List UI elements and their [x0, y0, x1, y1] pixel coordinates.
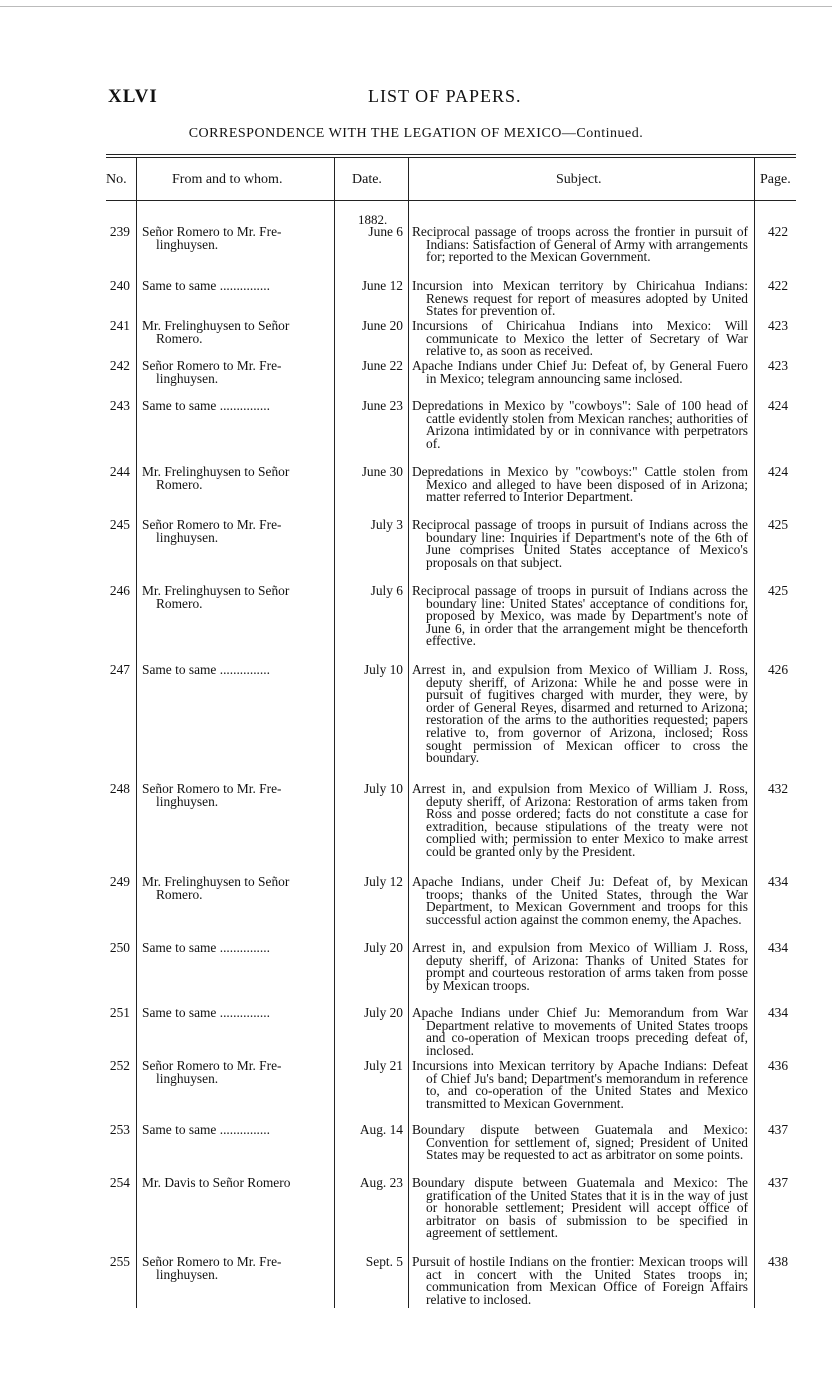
- entry-page: 436: [767, 1058, 789, 1073]
- correspondents-line-cont: linghuysen.: [156, 529, 219, 545]
- entry-subject: Incursions into Mexican territory by Apache Indians: Defeat of Chief Ju's band; Department's memorandum in reference to, and co-operation of the United States and Mexico transmitted to Mexican Government.: [412, 1058, 748, 1111]
- correspondents-line: Mr. Frelinghuysen to Señor: [142, 318, 290, 333]
- column-header-from: From and to whom.: [172, 172, 283, 187]
- entry-correspondents: [142, 519, 330, 544]
- correspondents-line-cont: linghuysen.: [156, 370, 219, 386]
- page-header: [108, 86, 798, 110]
- column-header-subject: Subject.: [556, 172, 602, 187]
- table-top-rule: [106, 154, 796, 155]
- entry-number: 248: [109, 781, 130, 796]
- entry-date: Sept. 5: [365, 1254, 403, 1269]
- correspondents-line: Mr. Davis to Señor Romero: [142, 1175, 291, 1190]
- entry-date: June 22: [361, 358, 403, 373]
- entry-correspondents: [142, 585, 330, 610]
- entry-subject: Incursions of Chiricahua Indians into Mexico: Will communicate to Mexico the letter of Secretary of War relative to, as soon as received.: [412, 318, 748, 359]
- correspondents-line: Mr. Frelinghuysen to Señor: [142, 464, 290, 479]
- correspondents-line: Same to same ...............: [142, 940, 270, 955]
- entry-page: 423: [767, 358, 789, 373]
- entry-number: 252: [109, 1058, 130, 1073]
- correspondents-line-cont: linghuysen.: [156, 236, 219, 252]
- column-header-date: Date.: [352, 172, 382, 187]
- correspondents-line: Señor Romero to Mr. Fre-: [142, 1058, 282, 1073]
- entry-correspondents: [142, 1256, 330, 1281]
- entry-date: July 3: [370, 517, 403, 532]
- entry-subject: Arrest in, and expulsion from Mexico of William J. Ross, deputy sheriff, of Arizona: Restoration of arms taken from Ross and posse ordered; facts do not constitute a case for extradition, because stipulations of the treaty were not complied with; permission to enter Mexico to make arrest could be granted only by the President.: [412, 781, 748, 859]
- column-header-no: No.: [106, 172, 127, 187]
- entry-number: 241: [109, 318, 130, 333]
- entry-number: 255: [109, 1254, 130, 1269]
- entry-page: 423: [767, 318, 789, 333]
- entry-date: July 21: [363, 1058, 403, 1073]
- column-header-page: Page.: [760, 172, 791, 187]
- column-divider: [334, 158, 335, 1308]
- entry-page: 425: [767, 583, 789, 598]
- entry-correspondents: [142, 360, 330, 385]
- correspondents-line: Mr. Frelinghuysen to Señor: [142, 583, 290, 598]
- section-title: CORRESPONDENCE WITH THE LEGATION OF MEXICO—Continued.: [188, 126, 644, 141]
- entry-number: 249: [109, 874, 130, 889]
- entry-number: 243: [109, 398, 130, 413]
- entry-subject: Apache Indians under Chief Ju: Memorandum from War Department relative to movements of United States troops and co-operation of Mexican troops preceding defeat of, inclosed.: [412, 1005, 748, 1058]
- entry-number: 240: [109, 278, 130, 293]
- year-label: 1882.: [358, 212, 388, 227]
- correspondents-line: Mr. Frelinghuysen to Señor: [142, 874, 290, 889]
- correspondents-line: Same to same ...............: [142, 278, 270, 293]
- entry-page: 434: [767, 874, 789, 889]
- entry-correspondents: [142, 664, 330, 677]
- entry-subject: Pursuit of hostile Indians on the frontier: Mexican troops will act in concert with the United States troops in; communication from Mexican Office of Foreign Affairs relative to inclosed.: [412, 1254, 748, 1307]
- correspondents-line: Señor Romero to Mr. Fre-: [142, 517, 282, 532]
- running-title: LIST OF PAPERS.: [368, 86, 522, 106]
- table-top-rule-2: [106, 157, 796, 158]
- entry-subject: Boundary dispute between Guatemala and Mexico: The gratification of the United States that it is in the way of just or honorable settlement; President will accept office of arbitrator on basis of submission to be specified in agreement of settlement.: [412, 1175, 748, 1241]
- correspondents-line-cont: Romero.: [156, 886, 203, 902]
- correspondents-line: Señor Romero to Mr. Fre-: [142, 1254, 282, 1269]
- correspondents-line: Señor Romero to Mr. Fre-: [142, 224, 282, 239]
- entry-correspondents: [142, 280, 330, 293]
- correspondents-line-cont: Romero.: [156, 595, 203, 611]
- correspondents-line: Same to same ...............: [142, 398, 270, 413]
- entry-date: June 12: [361, 278, 403, 293]
- entry-date: June 30: [361, 464, 403, 479]
- entry-correspondents: [142, 320, 330, 345]
- entry-page: 437: [767, 1122, 789, 1137]
- entry-correspondents: [142, 1060, 330, 1085]
- entry-correspondents: [142, 1124, 330, 1137]
- entry-correspondents: [142, 226, 330, 251]
- correspondents-line-cont: Romero.: [156, 476, 203, 492]
- entry-number: 239: [109, 224, 130, 239]
- entry-correspondents: [142, 1177, 330, 1190]
- entry-page: 432: [767, 781, 789, 796]
- correspondents-line-cont: linghuysen.: [156, 1070, 219, 1086]
- column-divider: [754, 158, 755, 1308]
- entry-subject: Reciprocal passage of troops in pursuit of Indians across the boundary line: Inquiries if Department's note of the 6th of June comprises United States acceptance of Mexico's proposals on that subject.: [412, 517, 748, 570]
- entry-number: 250: [109, 940, 130, 955]
- header-bottom-rule: [106, 200, 796, 201]
- correspondents-line-cont: linghuysen.: [156, 1266, 219, 1282]
- entry-correspondents: [142, 1007, 330, 1020]
- entry-page: 426: [767, 662, 789, 677]
- entry-page: 437: [767, 1175, 789, 1190]
- entry-correspondents: [142, 466, 330, 491]
- page-top-edge: [0, 6, 832, 7]
- entry-correspondents: [142, 876, 330, 901]
- entry-number: 245: [109, 517, 130, 532]
- column-divider: [408, 158, 409, 1308]
- entry-page: 434: [767, 940, 789, 955]
- entry-number: 251: [109, 1005, 130, 1020]
- entry-subject: Boundary dispute between Guatemala and Mexico: Convention for settlement of, signed; President of United States may be requested to act as arbitrator on some points.: [412, 1122, 748, 1163]
- entry-page: 424: [767, 464, 789, 479]
- entry-page: 422: [767, 278, 789, 293]
- entry-subject: Incursion into Mexican territory by Chiricahua Indians: Renews request for report of measures adopted by United States for prevention of.: [412, 278, 748, 319]
- correspondents-line: Señor Romero to Mr. Fre-: [142, 781, 282, 796]
- entry-subject: Depredations in Mexico by "cowboys": Sale of 100 head of cattle evidently stolen from Mexican ranches; authorities of Arizona intimidated by or in connivance with perpetrators of.: [412, 398, 748, 451]
- entry-correspondents: [142, 400, 330, 413]
- entry-subject: Arrest in, and expulsion from Mexico of William J. Ross, deputy sheriff, of Arizona: While he and posse were in pursuit of fugitives charged with murder, they were, by order of General Reyes, disarmed and returned to Arizona; restoration of the arms to the authorities requested; papers relative to, from governor of Arizona, inclosed; Ross sought permission of Mexican officer to cross the boundary.: [412, 662, 748, 766]
- entry-page: 434: [767, 1005, 789, 1020]
- entry-subject: Apache Indians under Chief Ju: Defeat of, by General Fuero in Mexico; telegram announcing same inclosed.: [412, 358, 748, 386]
- entry-date: July 6: [370, 583, 403, 598]
- correspondents-line: Same to same ...............: [142, 1122, 270, 1137]
- entry-date: Aug. 14: [359, 1122, 403, 1137]
- entry-number: 246: [109, 583, 130, 598]
- entry-subject: Arrest in, and expulsion from Mexico of William J. Ross, deputy sheriff, of Arizona: Thanks of United States for prompt and courteous restoration of arms taken from posse by Mexican troops.: [412, 940, 748, 993]
- entry-page: 438: [767, 1254, 789, 1269]
- entry-date: June 6: [368, 224, 403, 239]
- entry-subject: Depredations in Mexico by "cowboys:" Cattle stolen from Mexico and alleged to have been disposed of in Arizona; matter referred to Interior Department.: [412, 464, 748, 505]
- entry-date: July 10: [363, 781, 403, 796]
- entry-date: Aug. 23: [359, 1175, 403, 1190]
- entry-number: 254: [109, 1175, 130, 1190]
- entry-page: 424: [767, 398, 789, 413]
- entry-date: June 20: [361, 318, 403, 333]
- entry-number: 247: [109, 662, 130, 677]
- entry-number: 242: [109, 358, 130, 373]
- entry-date: July 20: [363, 1005, 403, 1020]
- entry-date: July 12: [363, 874, 403, 889]
- entry-correspondents: [142, 783, 330, 808]
- correspondents-line-cont: linghuysen.: [156, 793, 219, 809]
- entry-number: 244: [109, 464, 130, 479]
- correspondents-line: Señor Romero to Mr. Fre-: [142, 358, 282, 373]
- entry-number: 253: [109, 1122, 130, 1137]
- correspondents-line: Same to same ...............: [142, 1005, 270, 1020]
- entry-subject: Reciprocal passage of troops across the frontier in pursuit of Indians: Satisfaction of General of Army with arrangements for; reported to the Mexican Government.: [412, 224, 748, 265]
- correspondents-line-cont: Romero.: [156, 330, 203, 346]
- entry-subject: Reciprocal passage of troops in pursuit of Indians across the boundary line: United States' acceptance of conditions for, proposed by Mexico, was made by Department's note of June 6, in order that the arrangement might be thenceforth effective.: [412, 583, 748, 649]
- entry-date: June 23: [361, 398, 403, 413]
- entry-page: 425: [767, 517, 789, 532]
- entry-date: July 10: [363, 662, 403, 677]
- entry-correspondents: [142, 942, 330, 955]
- entry-page: 422: [767, 224, 789, 239]
- column-divider: [136, 158, 137, 1308]
- entry-date: July 20: [363, 940, 403, 955]
- page-number: XLVI: [108, 86, 158, 107]
- correspondents-line: Same to same ...............: [142, 662, 270, 677]
- entry-subject: Apache Indians, under Cheif Ju: Defeat of, by Mexican troops; thanks of the United States, through the War Department, to Mexican Government and troops for this successful action against the common enemy, the Apaches.: [412, 874, 748, 927]
